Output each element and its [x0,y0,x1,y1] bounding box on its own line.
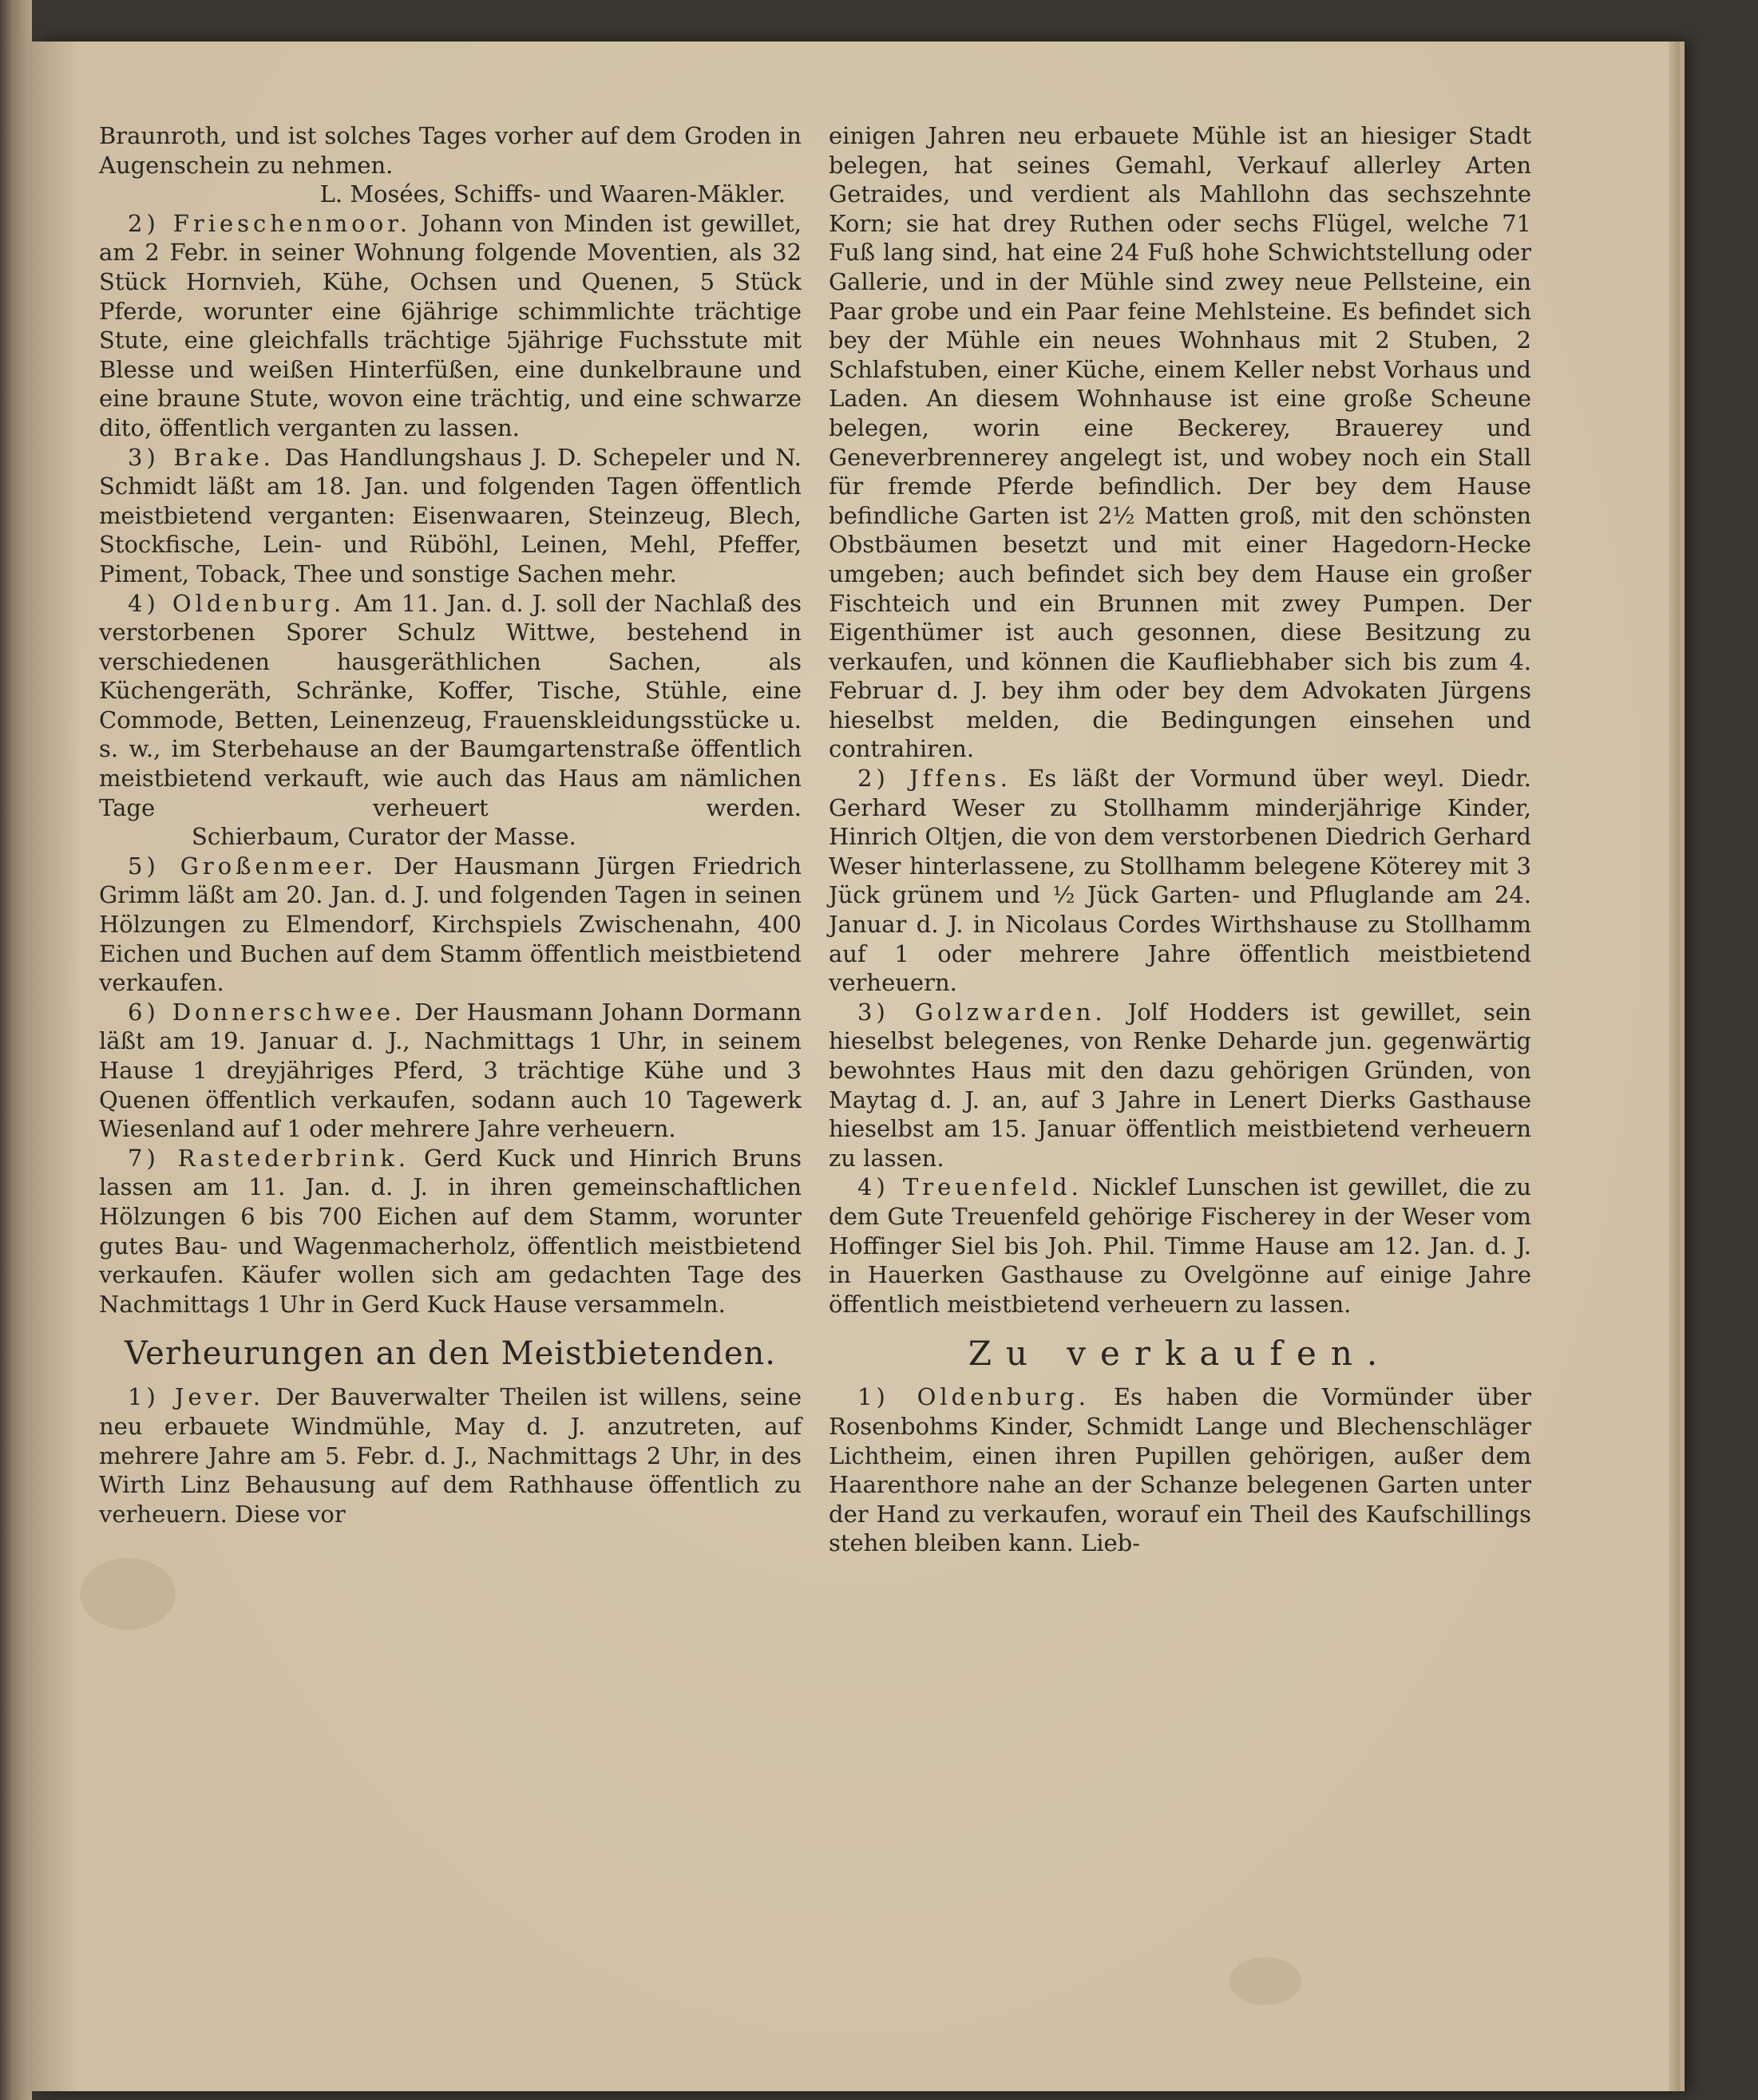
notice-text: Der Hausmann Johann Dormann läßt am 19. Januar d. J., Nachmittags 1 Uhr, in seinem Hause 1 dreyjähriges Pferd, 3 trächtige Kühe und 3 Quenen öffentlich verkaufen, sodann auch 10 Tagewerk Wiesenland auf 1 oder mehrere Jahre verheuern. [99,998,802,1143]
right-column [829,121,1531,1558]
notice-entry [829,1173,1531,1319]
notice-entry [99,852,802,998]
signature: Schierbaum, Curator der Masse. [192,823,576,851]
paragraph: Braunroth, und ist solches Tages vorher auf dem Groden in Augenschein zu nehmen. [99,122,802,179]
place-name: 2) Jffens. [857,765,1012,793]
section-heading: Verheurungen an den Meistbietenden. [124,1335,777,1373]
notice-text: Johann von Minden ist gewillet, am 2 Febr. in seiner Wohnung folgende Moventien, als 32 Stück Hornvieh, Kühe, Ochsen und Quenen, 5 Stück Pferde, worunter eine 6jährige schimmlichte trächtige Stute, eine gleichfalls trächtige 5jährige Fuchsstute mit Blesse und weißen Hinterfüßen, eine dunkelbraune und eine braune Stute, wovon eine trächtig, und eine schwarze dito, öffentlich verganten zu lassen. [99,209,802,441]
place-name: 4) Treuenfeld. [857,1173,1083,1201]
notice-entry [99,589,802,852]
notice-text: Am 11. Jan. d. J. soll der Nachlaß des verstorbenen Sporer Schulz Wittwe, bestehend in verschiedenen hausgeräthlichen Sachen, als Küchengeräth, Schränke, Koffer, Tische, Stühle, eine Commode, Betten, Leinenzeug, Frauenskleidungsstücke u. s. w., im Sterbehause an der Baumgartenstraße öffentlich meistbietend verkauft, wie auch das Haus am nämlichen Tage verheuert werden. [99,589,802,821]
notice-entry [99,1144,802,1319]
page-edge [1669,42,1680,2091]
notice-text: Der Bauverwalter Theilen ist willens, seine neu erbauete Windmühle, May d. J. anzutreten, auf mehrere Jahre am 5. Febr. d. J., Nachmittags 2 Uhr, in des Wirth Linz Behausung auf dem Rathhause öffentlich zu verheuern. Diese vor [99,1383,802,1528]
newspaper-page [32,42,1680,2091]
notice-text: Gerd Kuck und Hinrich Bruns lassen am 11. Jan. d. J. in ihren gemeinschaftlichen Hölzungen 6 bis 700 Eichen auf dem Stamm, worunter gutes Bau- und Wagenmacherholz, öffentlich meistbietend verkaufen. Käufer wollen sich am gedachten Tage des Nachmittags 1 Uhr in Gerd Kuck Hause versammeln. [99,1144,802,1318]
paper-stain [1229,1957,1301,2005]
left-column [99,121,802,1529]
notice-text: Nicklef Lunschen ist gewillet, die zu dem Gute Treuenfeld gehörige Fischerey in der Weser vom Hoffinger Siel bis Joh. Phil. Timme Hause am 12. Jan. d. J. in Hauerken Gasthause zu Ovelgönne auf einige Jahre öffentlich meistbietend verheuern zu lassen. [829,1173,1532,1318]
paragraph: einigen Jahren neu erbauete Mühle ist an hiesiger Stadt belegen, hat seines Gemahl, Verkauf allerley Arten Getraides, und verdient als Mahllohn das sechszehnte Korn; sie hat drey Ruthen oder sechs Flügel, welche 71 Fuß lang sind, hat eine 24 Fuß hohe Schwichtstellung oder Gallerie, und in der Mühle sind zwey neue Pellsteine, ein Paar grobe und ein Paar feine Mehlsteine. Es befindet sich bey der Mühle ein neues Wohnhaus mit 2 Stuben, 2 Schlafstuben, einer Küche, einem Keller nebst Vorhaus und Laden. An diesem Wohnhause ist eine große Scheune belegen, worin eine Beckerey, Brauerey und Geneverbrennerey angelegt ist, und wobey noch ein Stall für fremde Pferde befindlich. Der bey dem Hause befindliche Garten ist 2½ Matten groß, mit den schönsten Obstbäumen besetzt und mit einer Hagedorn-Hecke umgeben; auch befindet sich bey dem Hause ein großer Fischteich und ein Brunnen mit zwey Pumpen. Der Eigenthümer ist auch gesonnen, diese Besitzung zu verkaufen, und können die Kaufliebhaber sich bis zum 4. Februar d. J. bey ihm oder bey dem Advokaten Jürgens hieselbst melden, die Bedingungen einsehen und contrahiren. [829,122,1531,763]
notice-text: Es haben die Vormünder über Rosenbohms Kinder, Schmidt Lange und Blechenschläger Lichtheim, einen ihren Pupillen gehörigen, außer dem Haarenthore nahe an der Schanze belegenen Garten unter der Hand zu verkaufen, worauf ein Theil des Kaufschillings stehen bleiben kann. Lieb- [829,1383,1531,1557]
section-heading: Zu verkaufen. [968,1334,1392,1374]
place-name: 7) Rastederbrink. [128,1144,410,1172]
notice-text: Jolf Hodders ist gewillet, sein hieselbst belegenes, von Renke Deharde jun. gegenwärtig bewohntes Haus mit den dazu gehörigen Gründen, von Maytag d. J. an, auf 3 Jahre in Lenert Dierks Gasthause hieselbst am 15. Januar öffentlich meistbietend verheuern zu lassen. [829,998,1532,1172]
notice-text: Der Hausmann Jürgen Friedrich Grimm läßt am 20. Jan. d. J. und folgenden Tagen in seinen Hölzungen zu Elmendorf, Kirchspiels Zwischenahn, 400 Eichen und Buchen auf dem Stamm öffentlich meistbietend verkaufen. [99,852,802,997]
place-name: 2) Frieschenmoor. [128,209,412,237]
notice-entry [829,1382,1531,1558]
paper-stain [80,1558,176,1630]
notice-entry [99,443,802,589]
place-name: 3) Brake. [128,443,275,471]
place-name: 6) Donnerschwee. [128,998,406,1026]
place-name: 4) Oldenburg. [128,589,346,617]
place-name: 5) Großenmeer. [128,852,378,880]
place-name: 1) Oldenburg. [857,1383,1090,1411]
place-name: 3) Golzwarden. [857,998,1107,1026]
notice-entry [829,998,1531,1173]
notice-entry [829,764,1531,998]
book-gutter [0,0,32,2100]
notice-text: Es läßt der Vormund über weyl. Diedr. Gerhard Weser zu Stollhamm minderjährige Kinder, Hinrich Oltjen, die von dem verstorbenen Diedrich Gerhard Weser hinterlassene, zu Stollhamm belegene Köterey mit 3 Jück grünem und ½ Jück Garten- und Pfluglande am 24. Januar d. J. in Nicolaus Cordes Wirthshause zu Stollhamm auf 1 oder mehrere Jahre öffentlich meistbietend verheuern. [829,765,1532,997]
signature: L. Mosées, Schiffs- und Waaren-Mäkler. [319,180,786,208]
notice-entry [99,1382,802,1529]
notice-entry [99,998,802,1144]
notice-text: Das Handlungshaus J. D. Schepeler und N. Schmidt läßt am 18. Jan. und folgenden Tagen öffentlich meistbietend verganten: Eisenwaaren, Steinzeug, Blech, Stockfische, Lein- und Rüböhl, Leinen, Mehl, Pfeffer, Piment, Toback, Thee und sonstige Sachen mehr. [99,443,802,587]
place-name: 1) Jever. [128,1383,265,1411]
notice-entry [99,209,802,443]
